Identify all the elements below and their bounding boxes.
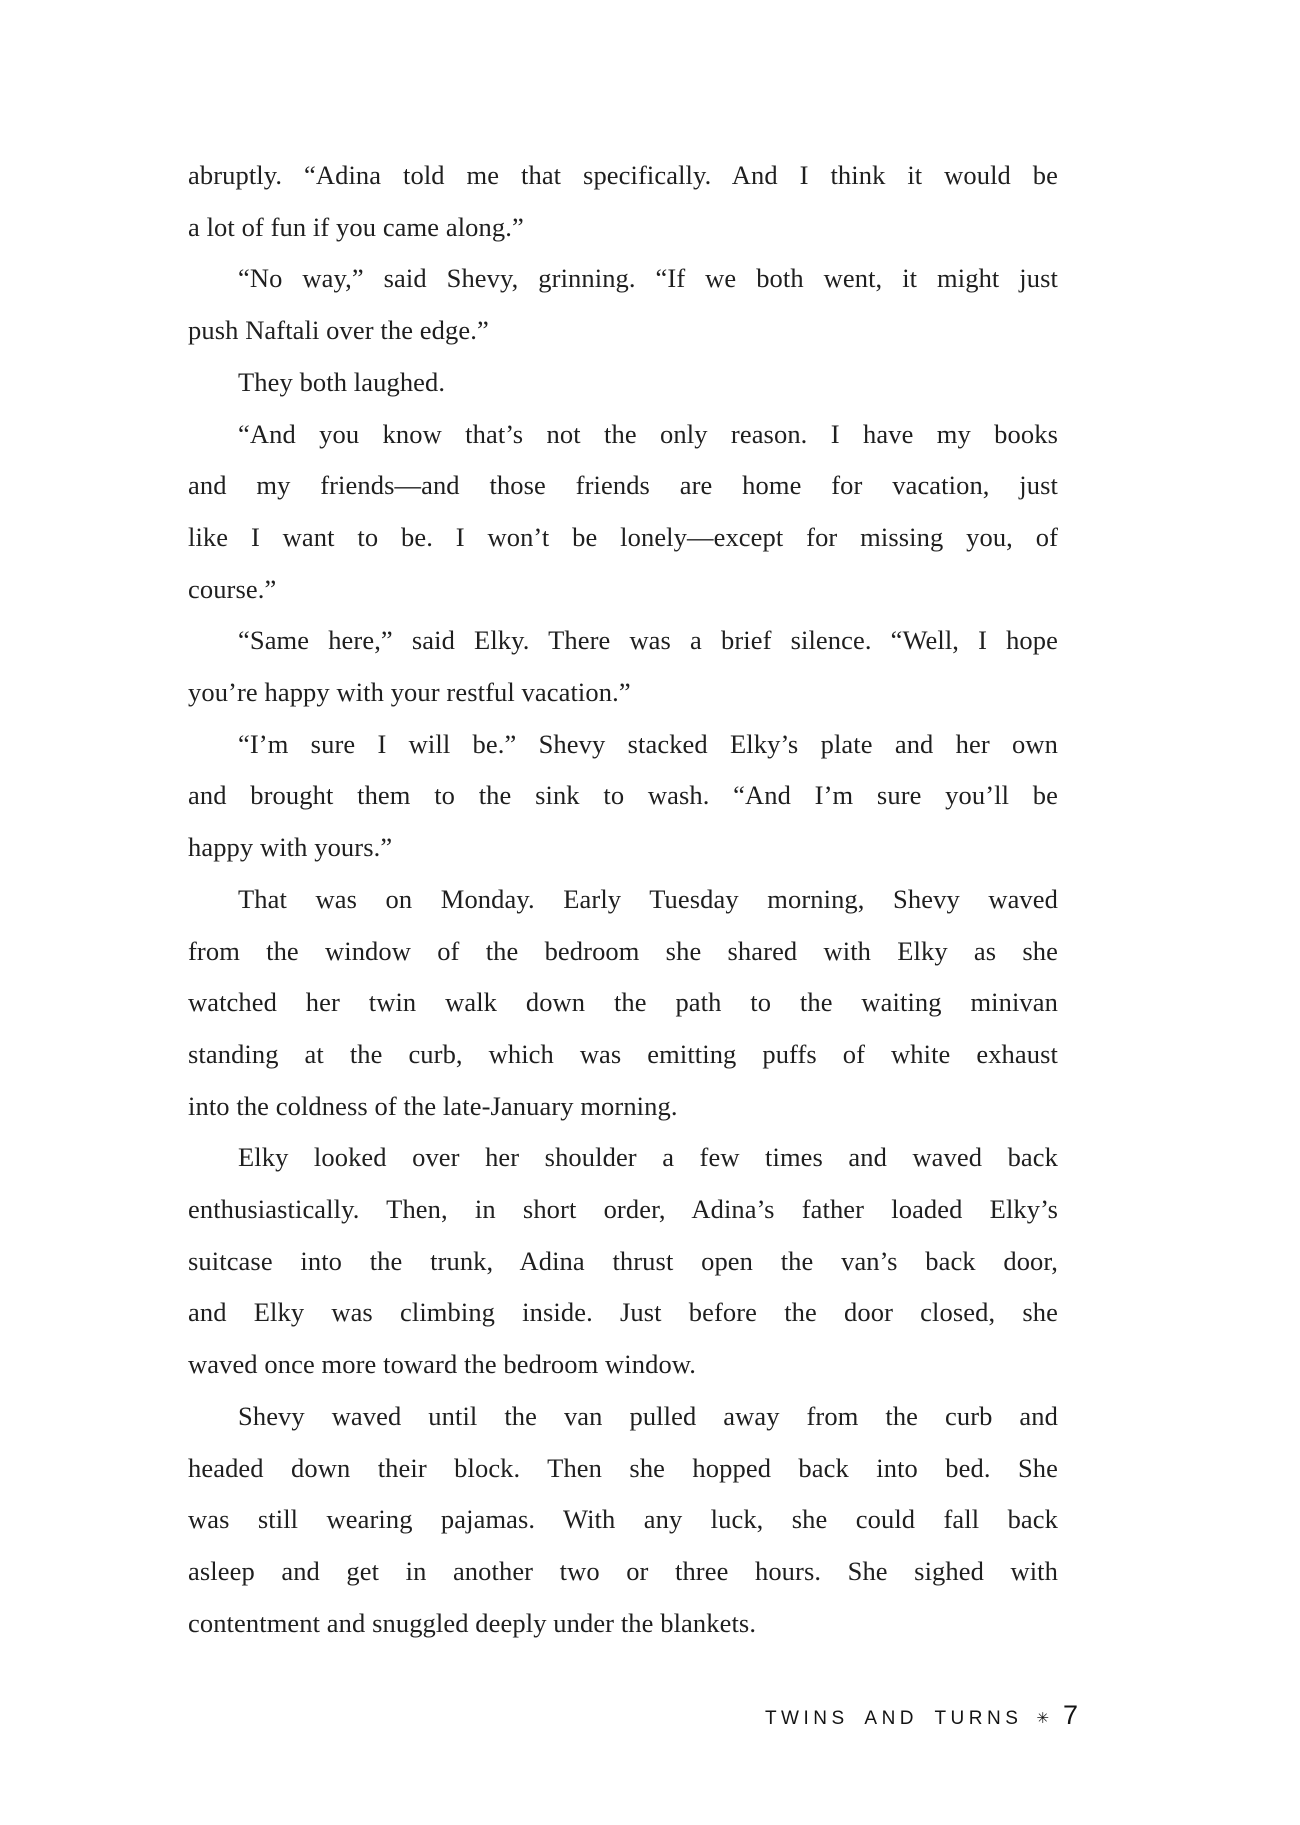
text-line: and brought them to the sink to wash. “And I’m sure you’ll be [188, 780, 1058, 811]
text-line: “Same here,” said Elky. There was a brief silence. “Well, I hope [238, 625, 1058, 656]
text-line: asleep and get in another two or three hours. She sighed with [188, 1555, 1058, 1586]
paragraph [188, 874, 1058, 1133]
text-line: from the window of the bedroom she shared with Elky as she [188, 935, 1058, 966]
paragraph [188, 1132, 1058, 1391]
text-line: course.” [188, 573, 277, 604]
paragraph [188, 409, 1058, 616]
text-line: happy with yours.” [188, 832, 393, 863]
running-footer [765, 1700, 1078, 1731]
text-line: “No way,” said Shevy, grinning. “If we both went, it might just [238, 263, 1058, 294]
text-line: “And you know that’s not the only reason. I have my books [238, 418, 1058, 449]
text-line: contentment and snuggled deeply under the blankets. [188, 1607, 757, 1638]
text-line: was still wearing pajamas. With any luck, she could fall back [188, 1504, 1058, 1535]
text-line: waved once more toward the bedroom window. [188, 1349, 697, 1380]
text-line: abruptly. “Adina told me that specifically. And I think it would be [188, 160, 1058, 190]
text-line: enthusiastically. Then, in short order, Adina’s father loaded Elky’s [188, 1194, 1058, 1225]
text-line: They both laughed. [238, 366, 446, 397]
text-line: into the coldness of the late-January morning. [188, 1090, 678, 1121]
paragraph [188, 615, 1058, 718]
running-footer-book-title: TWINS AND TURNS [764, 1708, 1023, 1729]
text-line: and my friends—and those friends are home for vacation, just [188, 470, 1058, 501]
asterisk-separator-icon: ✳ [1036, 1710, 1049, 1727]
text-line: you’re happy with your restful vacation.” [188, 677, 631, 708]
text-line: headed down their block. Then she hopped back into bed. She [188, 1452, 1058, 1483]
text-line: standing at the curb, which was emitting puffs of white exhaust [188, 1038, 1058, 1069]
text-line: Elky looked over her shoulder a few times and waved back [238, 1142, 1058, 1173]
paragraph [188, 150, 1058, 253]
text-line: and Elky was climbing inside. Just before the door closed, she [188, 1297, 1058, 1328]
paragraph [188, 253, 1058, 356]
text-line: That was on Monday. Early Tuesday morning, Shevy waved [238, 883, 1058, 914]
page-number: 7 [1062, 1700, 1078, 1730]
text-line: “I’m sure I will be.” Shevy stacked Elky’s plate and her own [238, 728, 1058, 759]
body-text-block [188, 150, 1058, 1649]
text-line: Shevy waved until the van pulled away from the curb and [238, 1400, 1058, 1431]
paragraph [188, 357, 1058, 409]
text-line: watched her twin walk down the path to the waiting minivan [188, 987, 1058, 1018]
text-line: suitcase into the trunk, Adina thrust open the van’s back door, [188, 1245, 1058, 1276]
text-line: like I want to be. I won’t be lonely—except for missing you, of [188, 521, 1058, 552]
text-line: a lot of fun if you came along.” [188, 211, 524, 242]
paragraph [188, 1391, 1058, 1650]
paragraph [188, 719, 1058, 874]
text-line: push Naftali over the edge.” [188, 315, 489, 346]
